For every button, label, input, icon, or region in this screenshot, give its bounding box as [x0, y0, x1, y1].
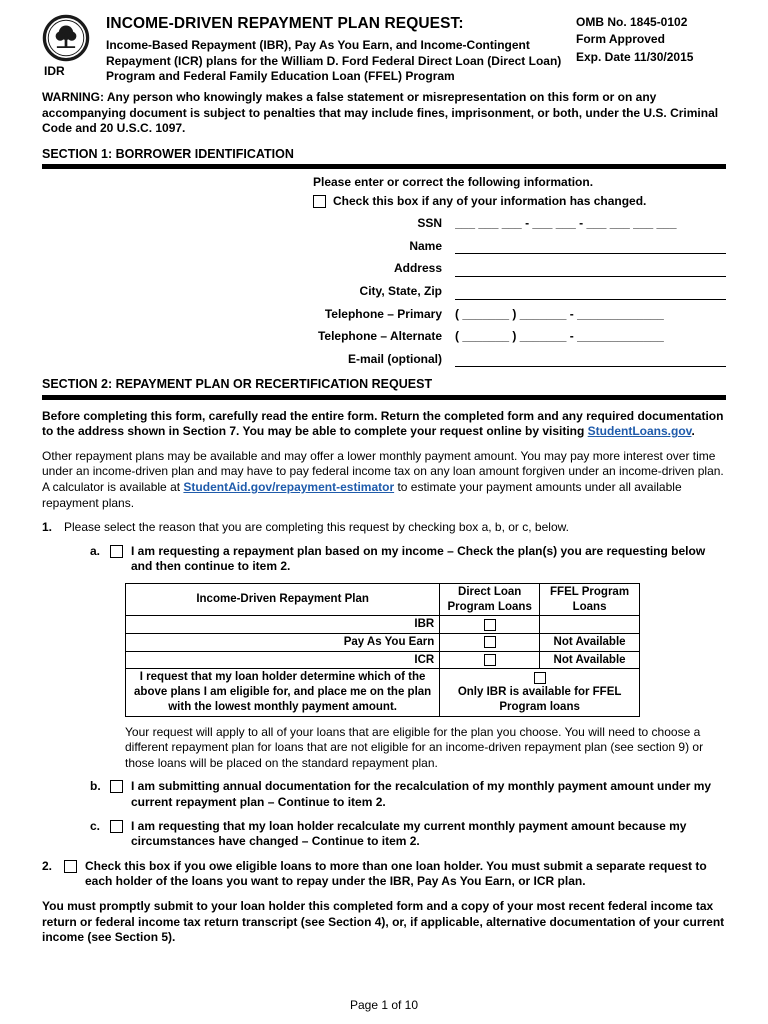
warning-paragraph	[42, 90, 726, 137]
address-input[interactable]	[455, 264, 726, 277]
table-row-determine	[126, 669, 640, 716]
item-1-number: 1.	[42, 520, 53, 535]
info-changed-label: Check this box if any of your information has changed.	[333, 193, 647, 208]
item-1b	[90, 779, 726, 810]
table-header-row	[126, 583, 640, 615]
ssn-input[interactable]: ___ ___ ___ - ___ ___ - ___ ___ ___ ___	[455, 216, 677, 231]
item-1-text: Please select the reason that you are completing this request by checking box a, b, or c, below.	[64, 520, 569, 535]
form-approved-label: Form Approved	[576, 32, 665, 47]
field-row-ssn	[42, 216, 726, 232]
col-header-plan: Income-Driven Repayment Plan	[126, 583, 440, 615]
item-1c-letter: c.	[90, 818, 101, 833]
city-state-zip-label: City, State, Zip	[359, 283, 442, 298]
ibr-label: IBR	[126, 616, 440, 634]
paye-label: Pay As You Earn	[126, 634, 440, 652]
ssn-label: SSN	[417, 216, 442, 231]
para2-text: Other repayment plans may be available and may offer a lower monthly payment amount. You may pay more interest over time under an income-driven plan and may have to pay federal income tax on any loan amount forgiven under an income-driven plan. A calculator is available at	[42, 448, 724, 494]
table-row-icr	[126, 651, 640, 669]
para2-text-after: to estimate your payment amounts under all available repayment plans.	[42, 479, 682, 510]
email-input[interactable]	[455, 354, 726, 367]
section1-intro: Please enter or correct the following information.	[313, 174, 594, 189]
reason-c-checkbox[interactable]	[110, 820, 123, 833]
section1-heading: SECTION 1: BORROWER IDENTIFICATION	[42, 146, 294, 161]
email-label: E-mail (optional)	[348, 351, 442, 366]
col-header-direct-loan: Direct Loan Program Loans	[440, 583, 540, 615]
form-code-label: IDR	[44, 64, 65, 78]
repayment-plan-table	[125, 583, 640, 717]
item-1c	[90, 819, 726, 850]
other-plans-paragraph	[42, 449, 726, 511]
education-dept-seal-icon	[42, 14, 90, 62]
omb-block	[576, 14, 726, 85]
page-number: Page 1 of 10	[349, 998, 419, 1013]
ibr-ffel-cell	[540, 616, 640, 634]
form-subtitle: Income-Based Repayment (IBR), Pay As You Earn, and Income-Contingent Repayment (ICR) plans for the William D. Ford Federal Direct Loan (Direct Loan) Program and Federal Family Education Loan (FFEL) Program	[106, 38, 562, 84]
telephone-alternate-input[interactable]: ( _______ ) _______ - _____________	[455, 329, 664, 344]
item-1a	[90, 544, 726, 575]
icr-label: ICR	[126, 651, 440, 669]
studentloans-link[interactable]: StudentLoans.gov	[587, 424, 692, 439]
paye-ffel-cell: Not Available	[540, 634, 640, 652]
submit-instructions-paragraph: You must promptly submit to your loan holder this completed form and a copy of your most recent federal income tax return or federal income tax return transcript (see Section 4), or, if applicable, alternative documentation of your current income (see Section 5).	[42, 898, 725, 945]
multiple-holders-checkbox[interactable]	[64, 860, 77, 873]
section2-divider-bar	[42, 395, 726, 400]
item-1	[42, 520, 726, 536]
field-row-telephone-primary	[42, 307, 726, 323]
icr-direct-checkbox[interactable]	[484, 654, 496, 666]
field-row-city-state-zip	[42, 284, 726, 300]
info-changed-checkbox[interactable]	[313, 195, 326, 208]
col-header-ffel: FFEL Program Loans	[540, 583, 640, 615]
address-label: Address	[393, 261, 442, 276]
paye-direct-cell	[440, 634, 540, 652]
item-1a-text: I am requesting a repayment plan based on my income – Check the plan(s) you are requesting below and then continue to item 2.	[131, 543, 706, 574]
form-header	[42, 14, 726, 85]
repayment-estimator-link[interactable]: StudentAid.gov/repayment-estimator	[183, 479, 395, 494]
name-label: Name	[409, 238, 442, 253]
ibr-direct-cell	[440, 616, 540, 634]
city-state-zip-input[interactable]	[455, 287, 726, 300]
item-2-text: Check this box if you owe eligible loans to more than one loan holder. You must submit a separate request to each holder of the loans you want to repay under the IBR, Pay As You Earn, or ICR plan.	[85, 858, 707, 889]
reason-b-checkbox[interactable]	[110, 780, 123, 793]
para1-text: Before completing this form, carefully read the entire form. Return the completed form and any required documentation to the address shown in Section 7. You may be able to complete your request online by visiting	[42, 408, 724, 439]
warning-text: Any person who knowingly makes a false statement or misrepresentation on this form or on any accompanying document is subject to penalties that may include fines, imprisonment, or both, under the U.S. Criminal Code and 20 U.S.C. 1097.	[42, 89, 719, 136]
determine-plan-text: I request that my loan holder determine which of the above plans I am eligible for, and place me on the plan with the lowest monthly payment amount.	[126, 669, 440, 716]
paye-direct-checkbox[interactable]	[484, 636, 496, 648]
section2-heading: SECTION 2: REPAYMENT PLAN OR RECERTIFICATION REQUEST	[42, 377, 433, 392]
borrower-identification-block	[42, 175, 726, 367]
before-completing-paragraph	[42, 409, 726, 440]
field-row-telephone-alternate	[42, 329, 726, 345]
name-input[interactable]	[455, 241, 726, 254]
item-1a-letter: a.	[90, 543, 101, 558]
info-changed-row	[313, 194, 726, 210]
form-title: INCOME-DRIVEN REPAYMENT PLAN REQUEST:	[106, 15, 464, 32]
ibr-direct-checkbox[interactable]	[484, 619, 496, 631]
ffel-ibr-note: Only IBR is available for FFEL Program loans	[457, 685, 622, 713]
icr-ffel-cell: Not Available	[540, 651, 640, 669]
item-1c-text: I am requesting that my loan holder recalculate my current monthly payment amount because my circumstances have changed – Continue to item 2.	[131, 818, 687, 849]
lowest-payment-checkbox[interactable]	[534, 672, 546, 684]
table-row-paye	[126, 634, 640, 652]
telephone-primary-input[interactable]: ( _______ ) _______ - _____________	[455, 306, 664, 321]
field-row-email	[42, 352, 726, 368]
section1-divider-bar	[42, 164, 726, 169]
field-row-address	[42, 261, 726, 277]
icr-direct-cell	[440, 651, 540, 669]
table-row-ibr	[126, 616, 640, 634]
item-2-number: 2.	[42, 858, 53, 873]
item-2	[42, 859, 726, 890]
reason-a-checkbox[interactable]	[110, 545, 123, 558]
para1-text-after: .	[691, 424, 695, 439]
warning-label: WARNING:	[42, 89, 104, 104]
field-row-name	[42, 239, 726, 255]
table-note-paragraph: Your request will apply to all of your loans that are eligible for the plan you choose. You will need to choose a different repayment plan for loans that are not eligible for an income-driven repayment plan (see section 9) or those loans will be placed on the standard repayment plan.	[125, 724, 704, 770]
title-block	[102, 14, 576, 85]
logo-block	[42, 14, 102, 85]
item-1b-letter: b.	[90, 779, 101, 794]
determine-plan-cell	[440, 669, 640, 716]
item-1b-text: I am submitting annual documentation for the recalculation of my monthly payment amount under my current repayment plan – Continue to item 2.	[131, 779, 712, 810]
expiration-date: Exp. Date 11/30/2015	[576, 49, 694, 64]
telephone-primary-label: Telephone – Primary	[324, 306, 442, 321]
omb-number: OMB No. 1845-0102	[576, 15, 688, 29]
telephone-alternate-label: Telephone – Alternate	[317, 329, 442, 344]
